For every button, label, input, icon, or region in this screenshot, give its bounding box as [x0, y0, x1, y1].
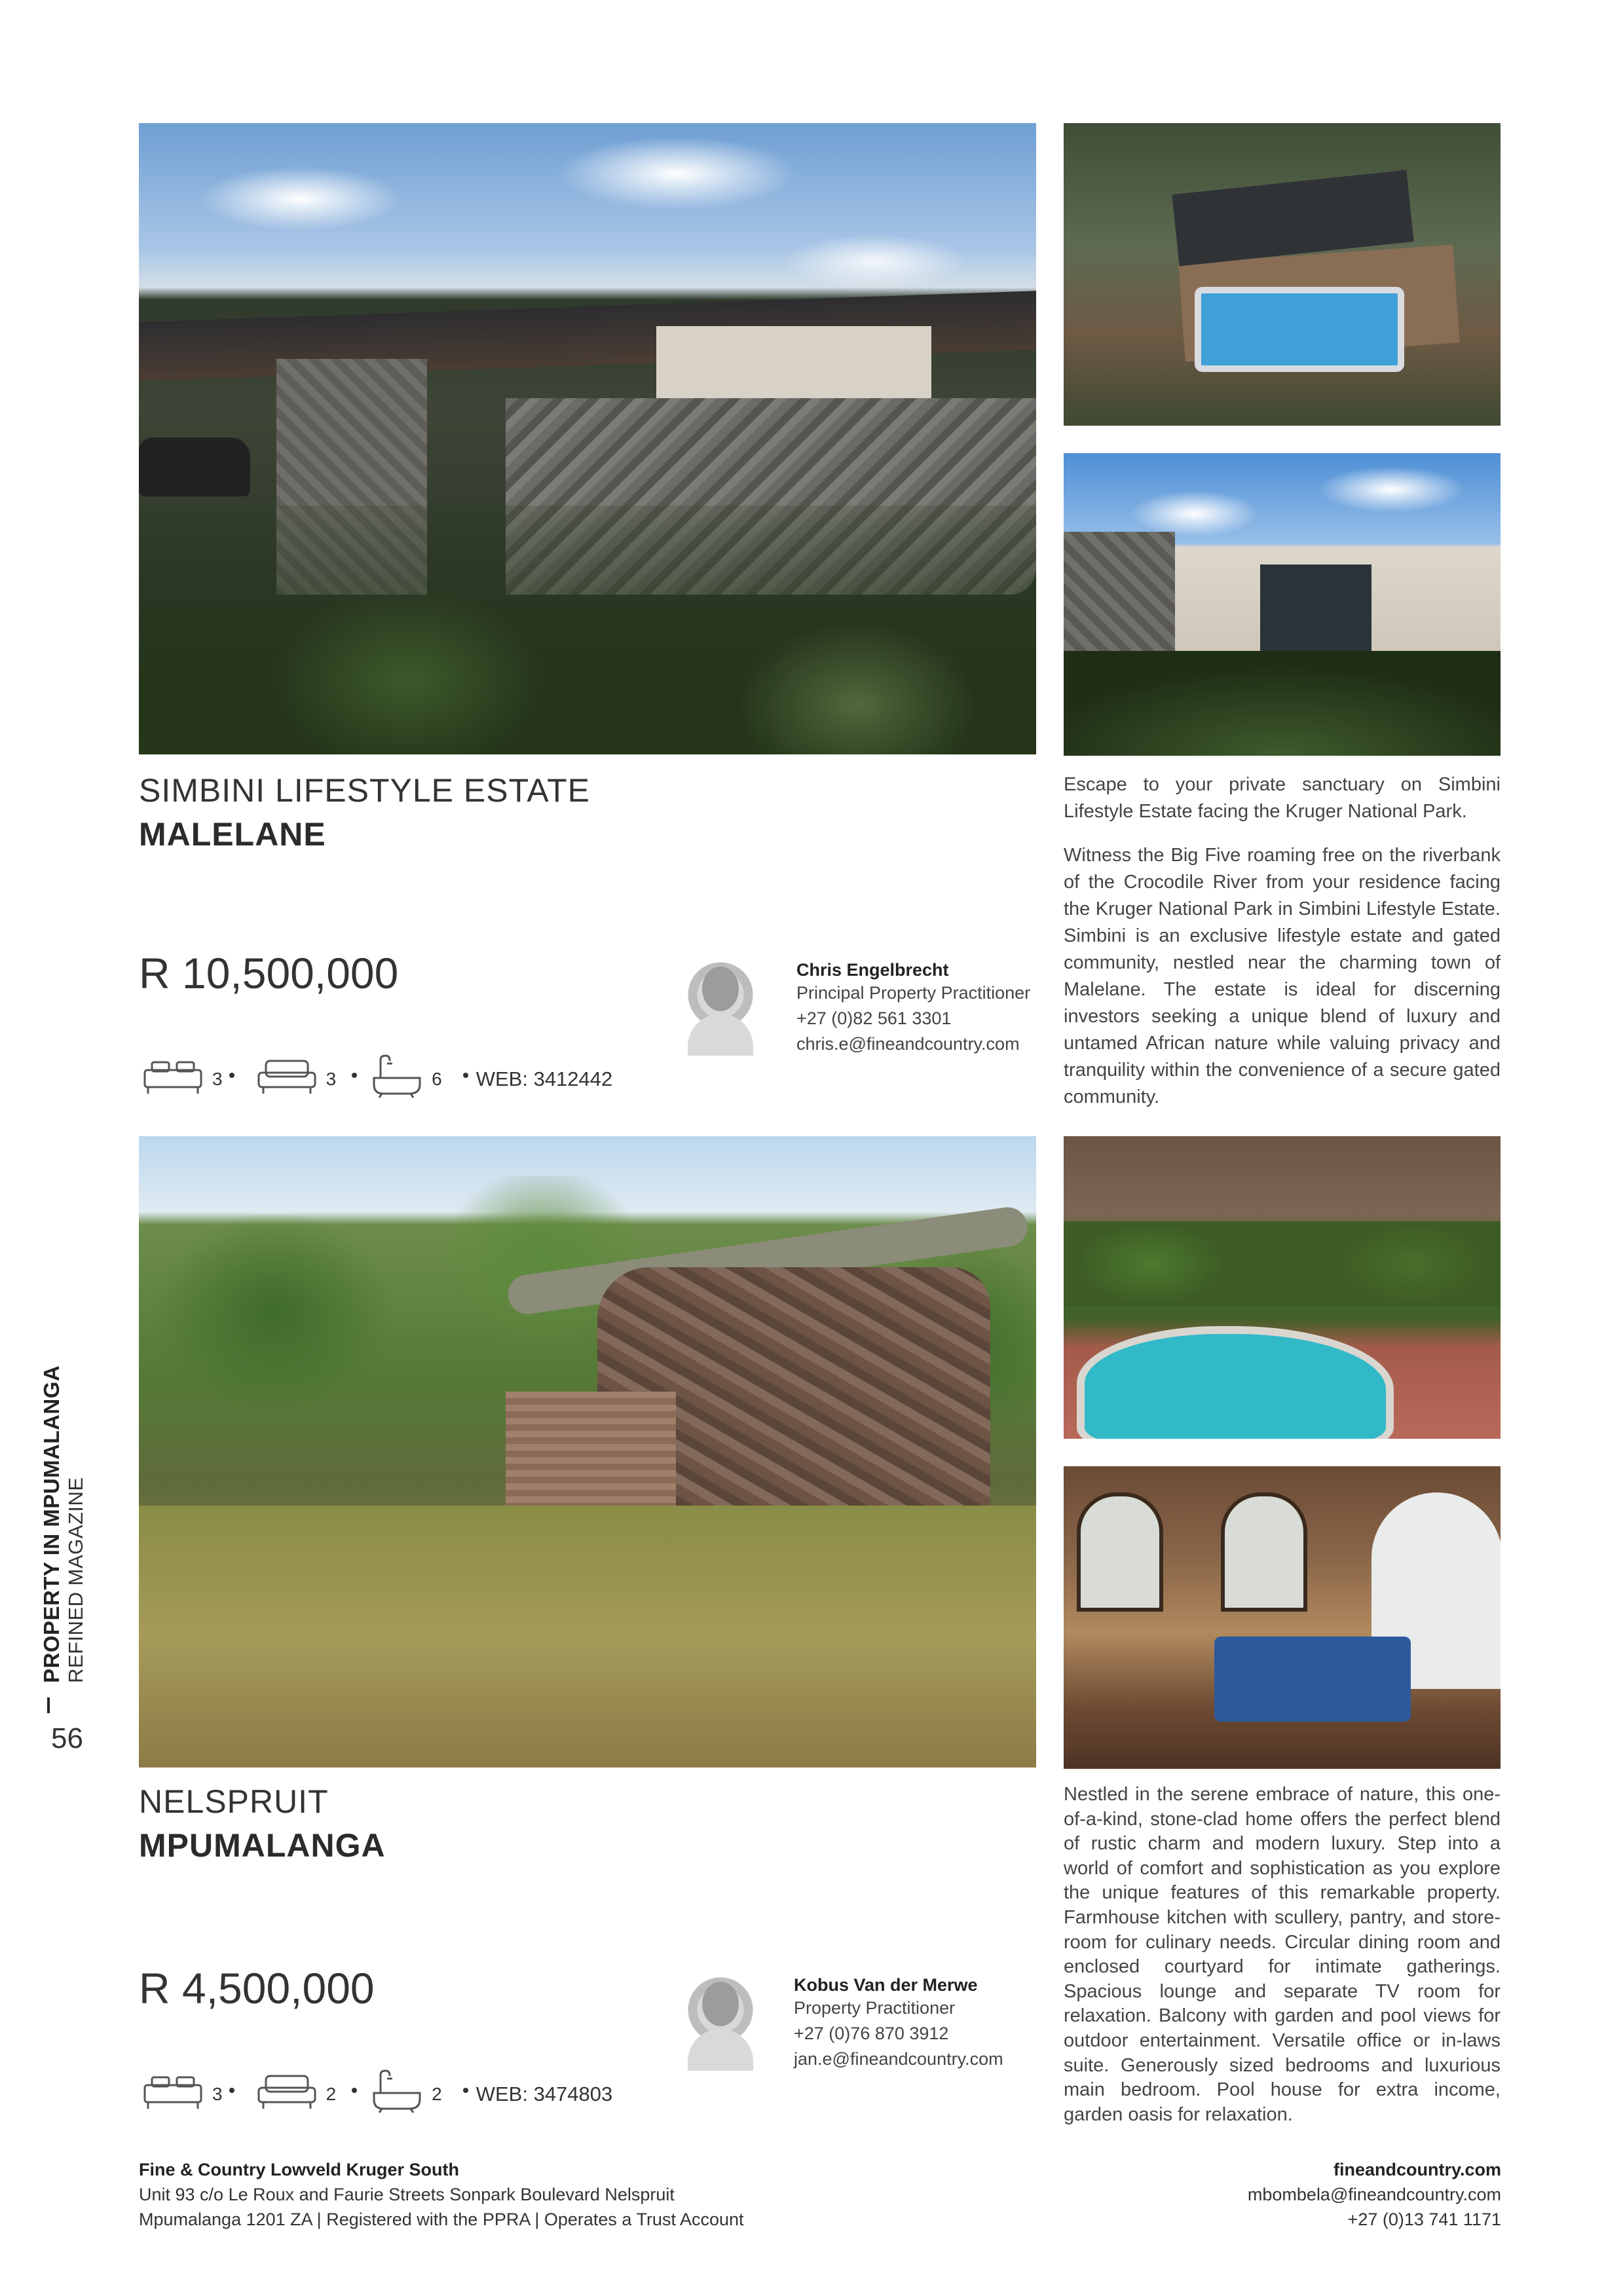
listing-1-town: MALELANE	[139, 816, 326, 853]
bullet	[463, 1073, 468, 1078]
reception-count: 2	[326, 2083, 337, 2104]
listing-1-entrance-photo	[1064, 453, 1501, 756]
office-contact	[1248, 2157, 1501, 2232]
bullet	[229, 1073, 234, 1078]
page-number: 56	[51, 1722, 83, 1754]
agent-2-role: Property Practitioner	[794, 1998, 956, 2018]
office-registration: Mpumalanga 1201 ZA | Registered with the PPRA | Operates a Trust Account	[139, 2210, 744, 2229]
magazine-side-title	[39, 1365, 88, 1683]
bath-icon	[370, 2069, 422, 2119]
agent-2-email[interactable]: jan.e@fineandcountry.com	[794, 2049, 1003, 2069]
bullet	[352, 2088, 357, 2093]
bathroom-count: 2	[432, 2083, 442, 2104]
office-email[interactable]: mbombela@fineandcountry.com	[1247, 2185, 1501, 2204]
listing-1-estate-name: SIMBINI LIFESTYLE ESTATE	[139, 772, 590, 809]
listing-1-body: Witness the Big Five roaming free on the riverbank of the Crocodile River from your residence facing the Kruger National Park in Simbini Lifestyle Estate. Simbini is an exclusive lifestyle estate and gated community, nestled near the charming town of Malelane. The estate is ideal for discerning investors seeking a unique blend of luxury and untamed African nature while valuing privacy and tranquility within the convenience of a secure gated community.	[1064, 845, 1501, 1107]
section-title: PROPERTY IN MPUMALANGA	[39, 1365, 64, 1683]
bath-icon	[370, 1054, 422, 1103]
agent-2-phone[interactable]: +27 (0)76 870 3912	[794, 2024, 949, 2043]
bed-icon	[143, 2072, 203, 2116]
listing-1-description	[1064, 771, 1501, 1128]
office-address: Unit 93 c/o Le Roux and Faurie Streets Sonpark Boulevard Nelspruit	[139, 2185, 675, 2204]
listing-2-pool-photo	[1064, 1136, 1501, 1439]
listing-2-town: NELSPRUIT	[139, 1783, 329, 1820]
agent-1-portrait	[675, 957, 766, 1056]
agent-2-name: Kobus Van der Merwe	[794, 1975, 978, 1995]
listing-2-region: MPUMALANGA	[139, 1827, 386, 1864]
listing-2-price: R 4,500,000	[139, 1964, 375, 2012]
bed-icon	[143, 1057, 203, 1101]
listing-2-description	[1064, 1783, 1501, 2144]
agent-1-contact	[796, 960, 1030, 1057]
agent-2-contact	[794, 1975, 1003, 2072]
bullet	[352, 1073, 357, 1078]
agent-1-role: Principal Property Practitioner	[796, 983, 1031, 1003]
listing-1-main-photo	[139, 123, 1036, 754]
agent-1-phone[interactable]: +27 (0)82 561 3301	[796, 1009, 952, 1028]
office-details	[139, 2157, 744, 2232]
listing-2-main-photo	[139, 1136, 1036, 1768]
listing-2-features	[143, 2069, 612, 2119]
agent-1-email[interactable]: chris.e@fineandcountry.com	[796, 1034, 1020, 1054]
office-name: Fine & Country Lowveld Kruger South	[139, 2160, 460, 2179]
side-divider	[47, 1697, 50, 1713]
listing-1-aerial-photo	[1064, 123, 1501, 426]
bedroom-count: 3	[212, 2083, 223, 2104]
listing-2-kitchen-photo	[1064, 1466, 1501, 1769]
bathroom-count: 6	[432, 1068, 442, 1089]
listing-1-intro: Escape to your private sanctuary on Simbini Lifestyle Estate facing the Kruger National Park.	[1064, 774, 1501, 822]
reception-count: 3	[326, 1068, 337, 1089]
sofa-icon	[257, 1057, 317, 1101]
agent-1-name: Chris Engelbrecht	[796, 960, 949, 980]
office-phone[interactable]: +27 (0)13 741 1171	[1347, 2210, 1501, 2229]
listing-2-web-ref: WEB: 3474803	[476, 2082, 613, 2105]
bullet	[229, 2088, 234, 2093]
listing-2-body: Nestled in the serene embrace of nature, this one-of-a-kind, stone-clad home offers the perfect blend of rustic charm and modern luxury. Step into a world of comfort and sophistication as you explore the unique features of this remarkable property. Farmhouse kitchen with scullery, pantry, and store-room for culinary needs. Circular dining room and enclosed courtyard for intimate gatherings. Spacious lounge and separate TV room for relaxation. Balcony with garden and pool views for outdoor entertainment. Versatile office or in-laws suite. Generously sized bedrooms and luxurious main bedroom. Pool house for extra income, garden oasis for relaxation.	[1064, 1784, 1501, 2125]
listing-1-features	[143, 1054, 612, 1103]
bedroom-count: 3	[212, 1068, 223, 1089]
section-subtitle: REFINED MAGAZINE	[64, 1477, 87, 1683]
listing-1-price: R 10,500,000	[139, 949, 399, 997]
bullet	[463, 2088, 468, 2093]
website-link[interactable]: fineandcountry.com	[1333, 2160, 1501, 2179]
listing-1-web-ref: WEB: 3412442	[476, 1067, 613, 1090]
agent-2-portrait	[675, 1972, 766, 2071]
sofa-icon	[257, 2072, 317, 2116]
